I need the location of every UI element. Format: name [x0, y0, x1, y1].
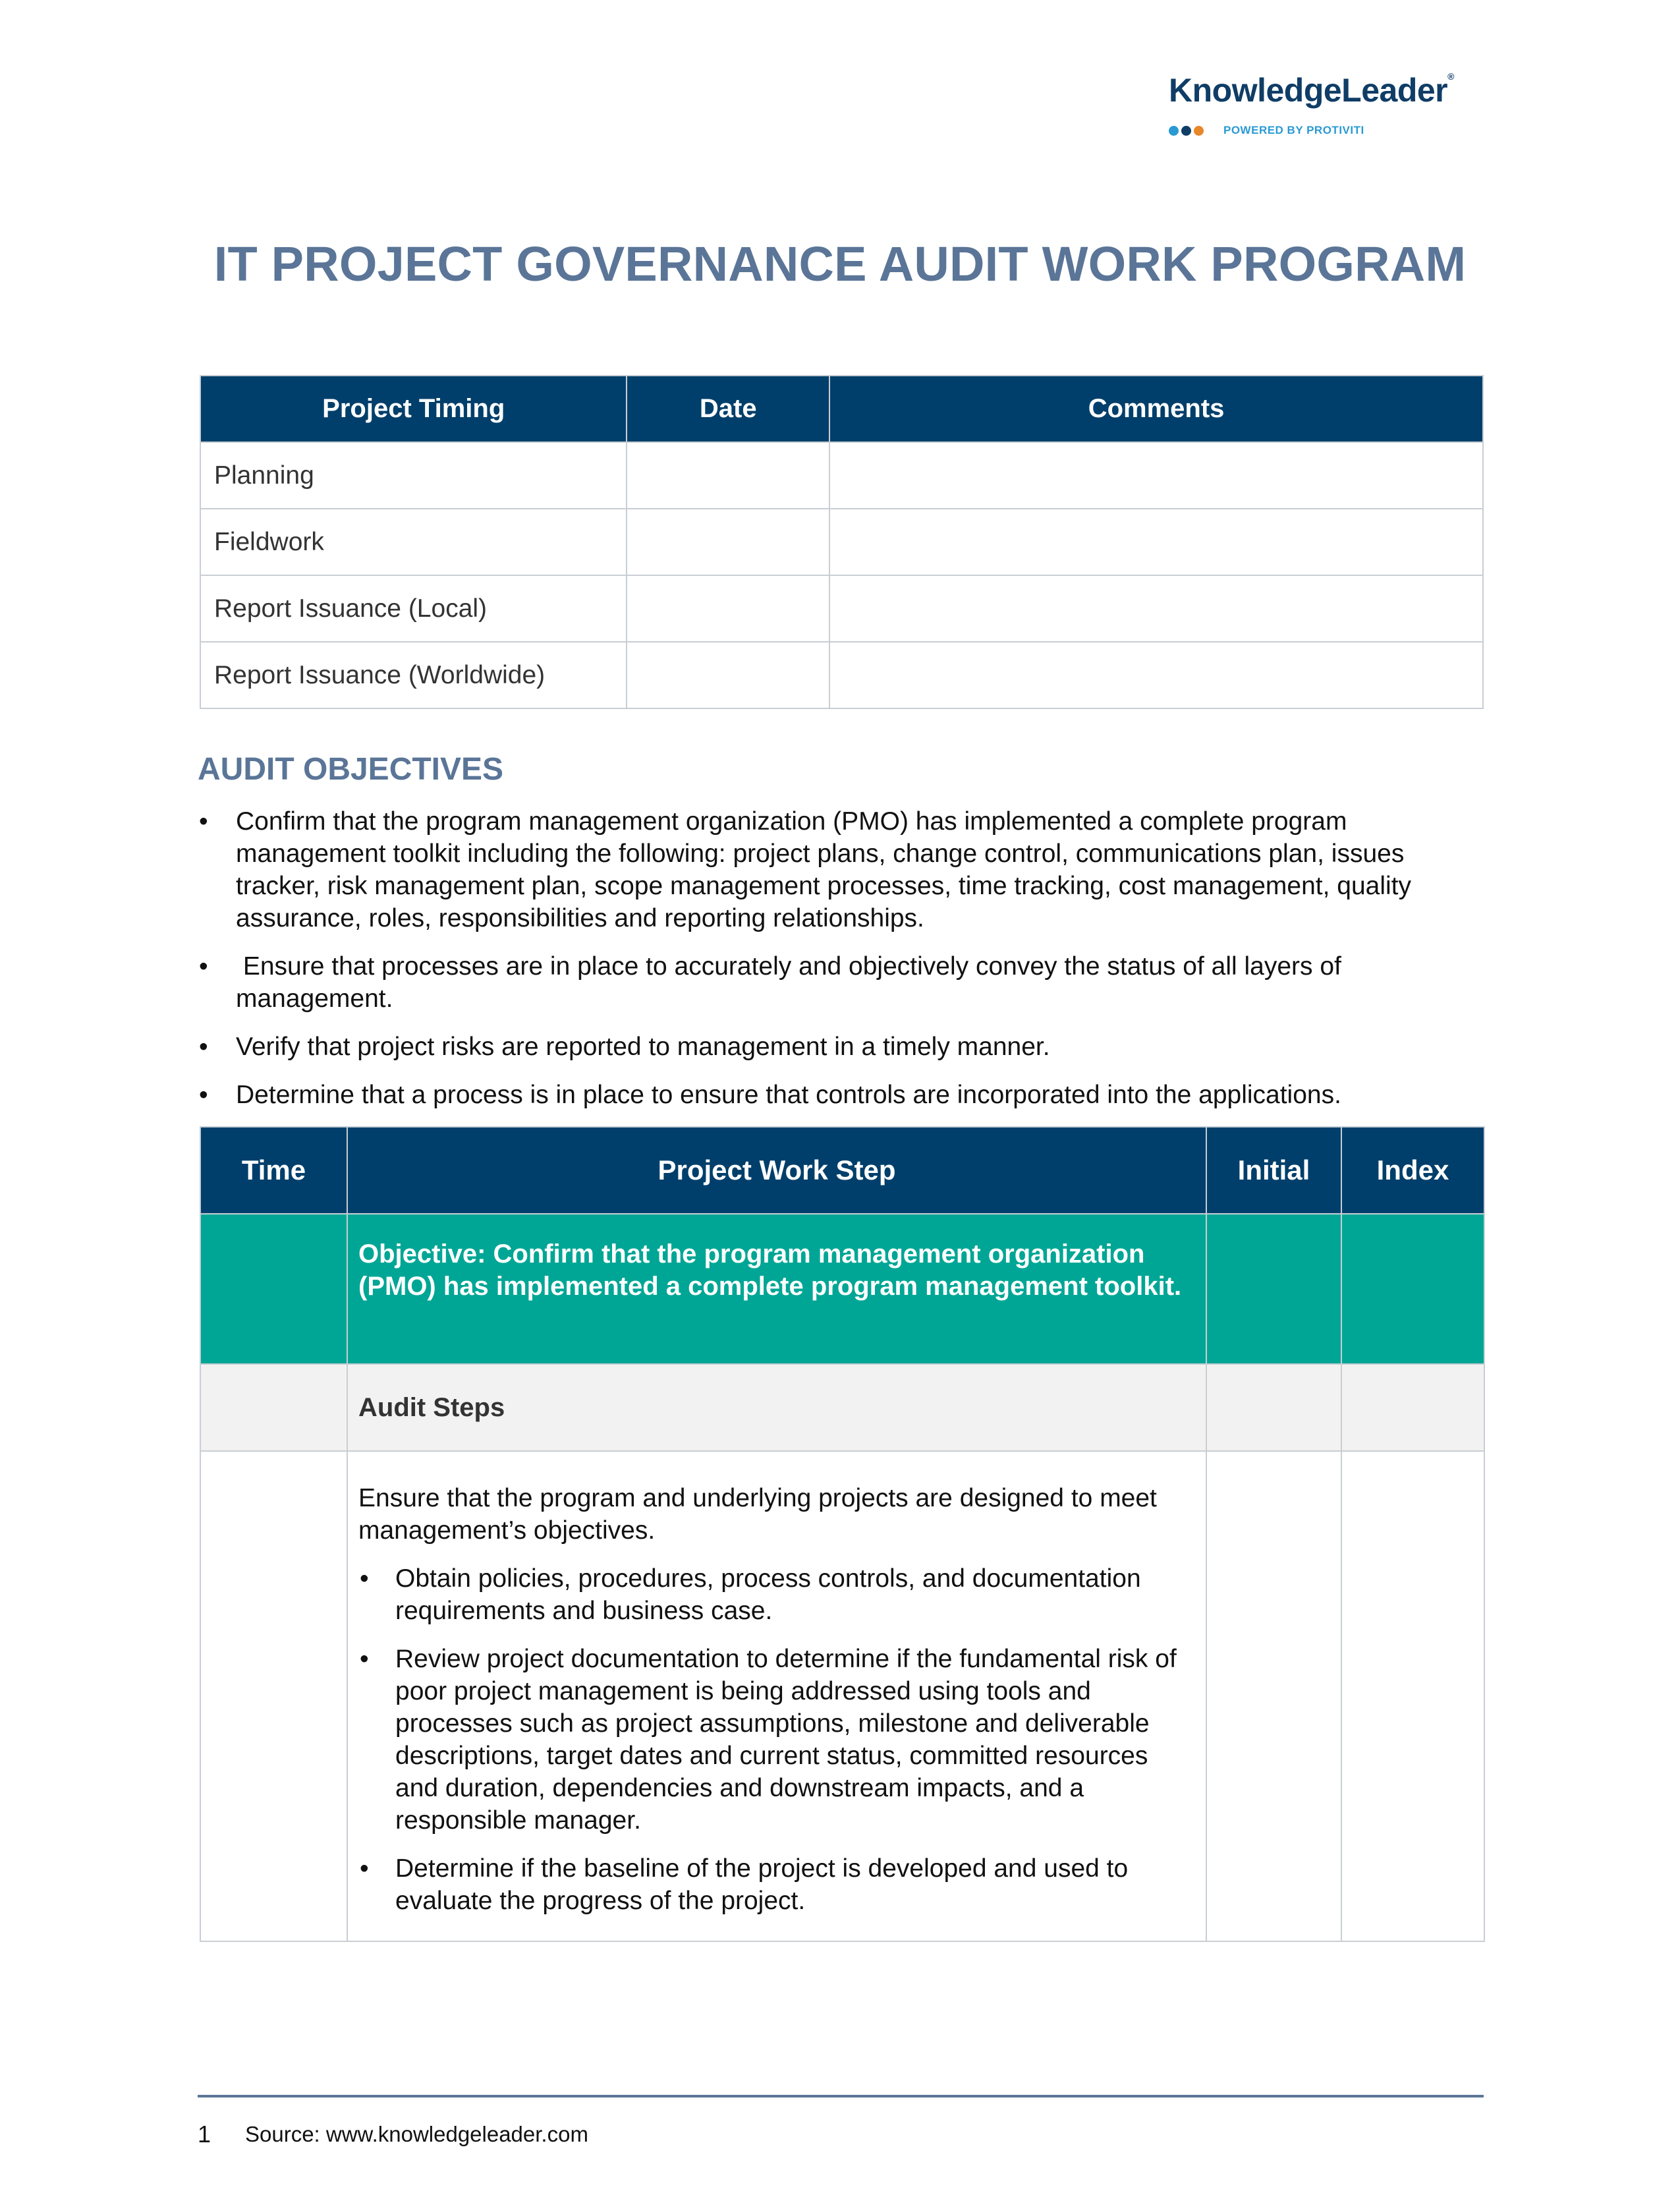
index-cell[interactable]	[1341, 1451, 1484, 1941]
audit-objectives-list	[198, 805, 1449, 1127]
objective-row	[200, 1214, 1484, 1364]
objective-text: Verify that project risks are reported to management in a timely manner.	[236, 1033, 1050, 1061]
header-project-work-step: Project Work Step	[347, 1127, 1206, 1214]
page-title: IT PROJECT GOVERNANCE AUDIT WORK PROGRAM	[213, 237, 1467, 291]
logo-dot-icon	[1169, 126, 1179, 136]
header-comments: Comments	[829, 376, 1483, 442]
registered-mark: ®	[1447, 71, 1454, 82]
header-project-timing: Project Timing	[200, 376, 627, 442]
header-date: Date	[627, 376, 829, 442]
list-item	[198, 1031, 1449, 1063]
header-initial: Initial	[1206, 1127, 1341, 1214]
table-header-row	[200, 1127, 1484, 1214]
table-row	[200, 575, 1483, 642]
index-cell[interactable]	[1341, 1364, 1484, 1451]
timing-cell: Report Issuance (Local)	[200, 575, 627, 642]
bullet-icon: •	[199, 1081, 208, 1109]
objective-text: Confirm that the program management organization (PMO) has implemented a complete program management toolkit including the following: project plans, change control, communications plan, issues tracker, risk management plan, scope management processes, time tracking, cost management, quality assurance, roles, responsibilities and reporting relationships.	[236, 807, 1412, 932]
audit-steps-label: Audit Steps	[347, 1364, 1206, 1451]
initial-cell[interactable]	[1206, 1451, 1341, 1941]
work-step-text: Obtain policies, procedures, process controls, and documentation requirements and business case.	[395, 1564, 1141, 1625]
timing-cell: Planning	[200, 442, 627, 509]
source-note: Source: www.knowledgeleader.com	[245, 2122, 588, 2146]
comments-cell[interactable]	[829, 442, 1483, 509]
bullet-icon: •	[360, 1854, 369, 1883]
bullet-icon: •	[360, 1645, 369, 1673]
initial-cell[interactable]	[1206, 1214, 1341, 1364]
list-item	[358, 1643, 1195, 1837]
table-row	[200, 642, 1483, 708]
initial-cell[interactable]	[1206, 1364, 1341, 1451]
bullet-icon: •	[360, 1564, 369, 1593]
list-item	[198, 950, 1449, 1015]
header-index: Index	[1341, 1127, 1484, 1214]
list-item	[198, 1079, 1449, 1111]
knowledgeleader-logo	[1169, 71, 1485, 144]
logo-dot-icon	[1194, 126, 1204, 136]
table-row	[200, 442, 1483, 509]
list-item	[358, 1562, 1195, 1627]
table-row	[200, 509, 1483, 575]
index-cell[interactable]	[1341, 1214, 1484, 1364]
work-program-table	[200, 1126, 1485, 1942]
logo-word-text: KnowledgeLeader	[1169, 72, 1448, 109]
footer-divider	[198, 2095, 1484, 2097]
time-cell[interactable]	[200, 1364, 347, 1451]
logo-dot-icon	[1181, 126, 1191, 136]
logo-wordmark	[1169, 71, 1485, 109]
bullet-icon: •	[199, 952, 208, 981]
project-timing-table	[200, 375, 1484, 709]
bullet-icon: •	[199, 1033, 208, 1061]
date-cell[interactable]	[627, 442, 829, 509]
page-number: 1	[198, 2121, 211, 2148]
logo-powered-by: POWERED BY PROTIVITI	[1223, 124, 1364, 136]
date-cell[interactable]	[627, 575, 829, 642]
date-cell[interactable]	[627, 509, 829, 575]
comments-cell[interactable]	[829, 642, 1483, 708]
time-cell[interactable]	[200, 1214, 347, 1364]
objective-text: Ensure that processes are in place to accurately and objectively convey the status of all layers of management.	[236, 952, 1349, 1013]
timing-cell: Report Issuance (Worldwide)	[200, 642, 627, 708]
timing-cell: Fieldwork	[200, 509, 627, 575]
table-row	[200, 1451, 1484, 1941]
objective-text: Determine that a process is in place to ensure that controls are incorporated into the applications.	[236, 1081, 1341, 1109]
header-time: Time	[200, 1127, 347, 1214]
work-step-text: Review project documentation to determine if the fundamental risk of poor project management is being addressed using tools and processes such as project assumptions, milestone and deliverable descriptions, target dates and current status, committed resources and duration, dependencies and downstream impacts, and a responsible manager.	[395, 1645, 1177, 1835]
bullet-icon: •	[199, 807, 208, 836]
work-step-text: Determine if the baseline of the project is developed and used to evaluate the progress of the project.	[395, 1854, 1129, 1915]
comments-cell[interactable]	[829, 575, 1483, 642]
audit-objectives-heading: AUDIT OBJECTIVES	[198, 752, 504, 787]
date-cell[interactable]	[627, 642, 829, 708]
comments-cell[interactable]	[829, 509, 1483, 575]
time-cell[interactable]	[200, 1451, 347, 1941]
work-step-intro: Ensure that the program and underlying projects are designed to meet management’s objectives.	[358, 1484, 1157, 1545]
logo-subline	[1169, 124, 1364, 137]
work-step-cell	[347, 1451, 1206, 1941]
list-item	[198, 805, 1449, 934]
work-step-list	[358, 1562, 1195, 1917]
table-header-row	[200, 376, 1483, 442]
objective-text: Objective: Confirm that the program management organization (PMO) has implemented a complete program management toolkit.	[347, 1214, 1206, 1364]
list-item	[358, 1852, 1195, 1917]
audit-steps-row	[200, 1364, 1484, 1451]
